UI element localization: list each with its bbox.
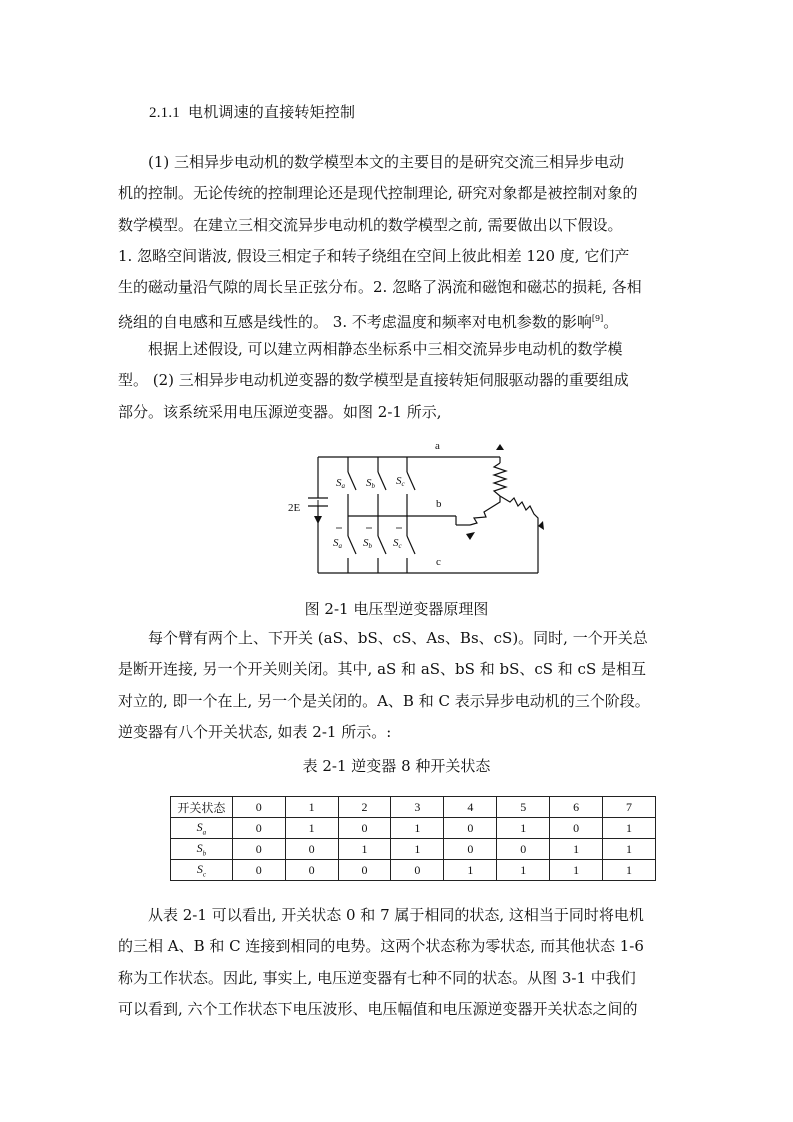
switch-upper-b-label: Sb (366, 477, 375, 490)
table-cell: 1 (391, 818, 444, 839)
paragraph-switch-description (118, 623, 675, 748)
text-line: 部分。该系统采用电压源逆变器。如图 2-1 所示, (118, 402, 442, 421)
text-line: 1. 忽略空间谐波, 假设三相定子和转子绕组在空间上彼此相差 120 度, 它们产 (118, 246, 630, 265)
table-header-cell: 0 (232, 797, 285, 818)
table-cell: 0 (550, 818, 603, 839)
paragraph-inverter-model (118, 334, 675, 428)
table-cell: 0 (444, 818, 497, 839)
table-header-cell: 1 (285, 797, 338, 818)
text-line: 生的磁动量沿气隙的周长呈正弦分布。2. 忽略了涡流和磁饱和磁芯的损耗, 各相 (118, 278, 642, 297)
paragraph-zero-states (118, 900, 675, 1025)
table-cell: 0 (338, 860, 391, 881)
citation: [9] (591, 314, 604, 324)
text-line: 根据上述假设, 可以建立两相静态坐标系中三相交流异步电动机的数学模 (148, 340, 623, 358)
text-line: (1) 三相异步电动机的数学模型本文的主要目的是研究交流三相异步电动 (148, 153, 625, 171)
node-b-label: b (436, 498, 442, 510)
text-line: 称为工作状态。因此, 事实上, 电压逆变器有七种不同的状态。从图 3-1 中我们 (118, 968, 636, 987)
table-cell: 0 (391, 860, 444, 881)
table-row (171, 839, 656, 860)
arrow-head (538, 521, 544, 530)
section-heading (149, 101, 355, 122)
table-cell: 1 (497, 818, 550, 839)
table-cell: 0 (232, 818, 285, 839)
switch-upper-a-label: Sa (336, 477, 345, 490)
text-line: 是断开连接, 另一个开关则关闭。其中, aS 和 aS、bS 和 bS、cS 和 cS 是相互 (118, 660, 646, 679)
text-line: 型。 (2) 三相异步电动机逆变器的数学模型是直接转矩伺服驱动器的重要组成 (118, 371, 629, 390)
table-cell: 0 (444, 839, 497, 860)
node-c-label: c (436, 556, 441, 568)
table-cell: 1 (603, 839, 656, 860)
arrow-head (466, 532, 475, 540)
table-header-cell: 6 (550, 797, 603, 818)
arrow-head (496, 444, 504, 450)
table-header-cell: 5 (497, 797, 550, 818)
text-line: 逆变器有八个开关状态, 如表 2-1 所示。: (118, 722, 392, 741)
table-header-label: 开关状态 (171, 797, 233, 818)
table-cell: 0 (232, 839, 285, 860)
table-header-cell: 3 (391, 797, 444, 818)
table-header-cell: 4 (444, 797, 497, 818)
table-row (171, 818, 656, 839)
row-symbol: $S_b$ (171, 839, 233, 860)
table-cell: 0 (285, 860, 338, 881)
switch-lower-c-label: Sc (393, 537, 402, 550)
switch-lower-a-label: Sa (333, 537, 342, 550)
table-cell: 1 (497, 860, 550, 881)
switch-states-table (170, 796, 656, 881)
section-number: 2.1.1 (149, 105, 180, 121)
table-cell: 1 (391, 839, 444, 860)
text-line: 的三相 A、B 和 C 连接到相同的电势。这两个状态称为零状态, 而其他状态 1-6 (118, 937, 644, 956)
text-line: 从表 2-1 可以看出, 开关状态 0 和 7 属于相同的状态, 这相当于同时将电机 (148, 906, 644, 924)
node-a-label: a (435, 440, 440, 452)
table-cell: 0 (497, 839, 550, 860)
table-cell: 1 (550, 839, 603, 860)
switch-lower-b-label: Sb (363, 537, 372, 550)
paragraph-induction-motor-model (118, 147, 675, 339)
table-header-cell: 2 (338, 797, 391, 818)
table-cell: 0 (232, 860, 285, 881)
table-caption: 表 2-1 逆变器 8 种开关状态 (302, 757, 491, 775)
table-row (171, 860, 656, 881)
text-line: 机的控制。无论传统的控制理论还是现代控制理论, 研究对象都是被控制对象的 (118, 184, 638, 203)
table-cell: 0 (338, 818, 391, 839)
table-cell: 0 (285, 839, 338, 860)
figure-caption: 图 2-1 电压型逆变器原理图 (304, 600, 489, 618)
table-cell: 1 (444, 860, 497, 881)
table-cell: 1 (603, 860, 656, 881)
table-cell: 1 (603, 818, 656, 839)
inverter-schematic-figure (280, 438, 550, 583)
text-line: 可以看到, 六个工作状态下电压波形、电压幅值和电压源逆变器开关状态之间的 (118, 999, 638, 1018)
text-fragment: 绕组的自电感和互感是线性的。 3. 不考虑温度和频率对电机参数的影响 (118, 313, 592, 332)
section-title: 电机调速的直接转矩控制 (188, 103, 356, 121)
text-line: 对立的, 即一个在上, 另一个是关闭的。A、B 和 C 表示异步电动机的三个阶段。 (118, 691, 650, 710)
table-cell: 1 (285, 818, 338, 839)
table-header-cell: 7 (603, 797, 656, 818)
row-symbol: $S_c$ (171, 860, 233, 881)
source-voltage-label: 2E (288, 502, 301, 514)
text-fragment: 。 (603, 313, 619, 332)
table-cell: 1 (338, 839, 391, 860)
text-line: 数学模型。在建立三相交流异步电动机的数学模型之前, 需要做出以下假设。 (118, 215, 623, 234)
circuit-wiring (308, 457, 538, 573)
row-symbol: $S_a$ (171, 818, 233, 839)
text-line: 每个臂有两个上、下开关 (aS、bS、cS、As、Bs、cS)。同时, 一个开关总 (148, 629, 648, 647)
switch-upper-c-label: Sc (396, 475, 405, 488)
table-cell: 1 (550, 860, 603, 881)
table-header-row (171, 797, 656, 818)
